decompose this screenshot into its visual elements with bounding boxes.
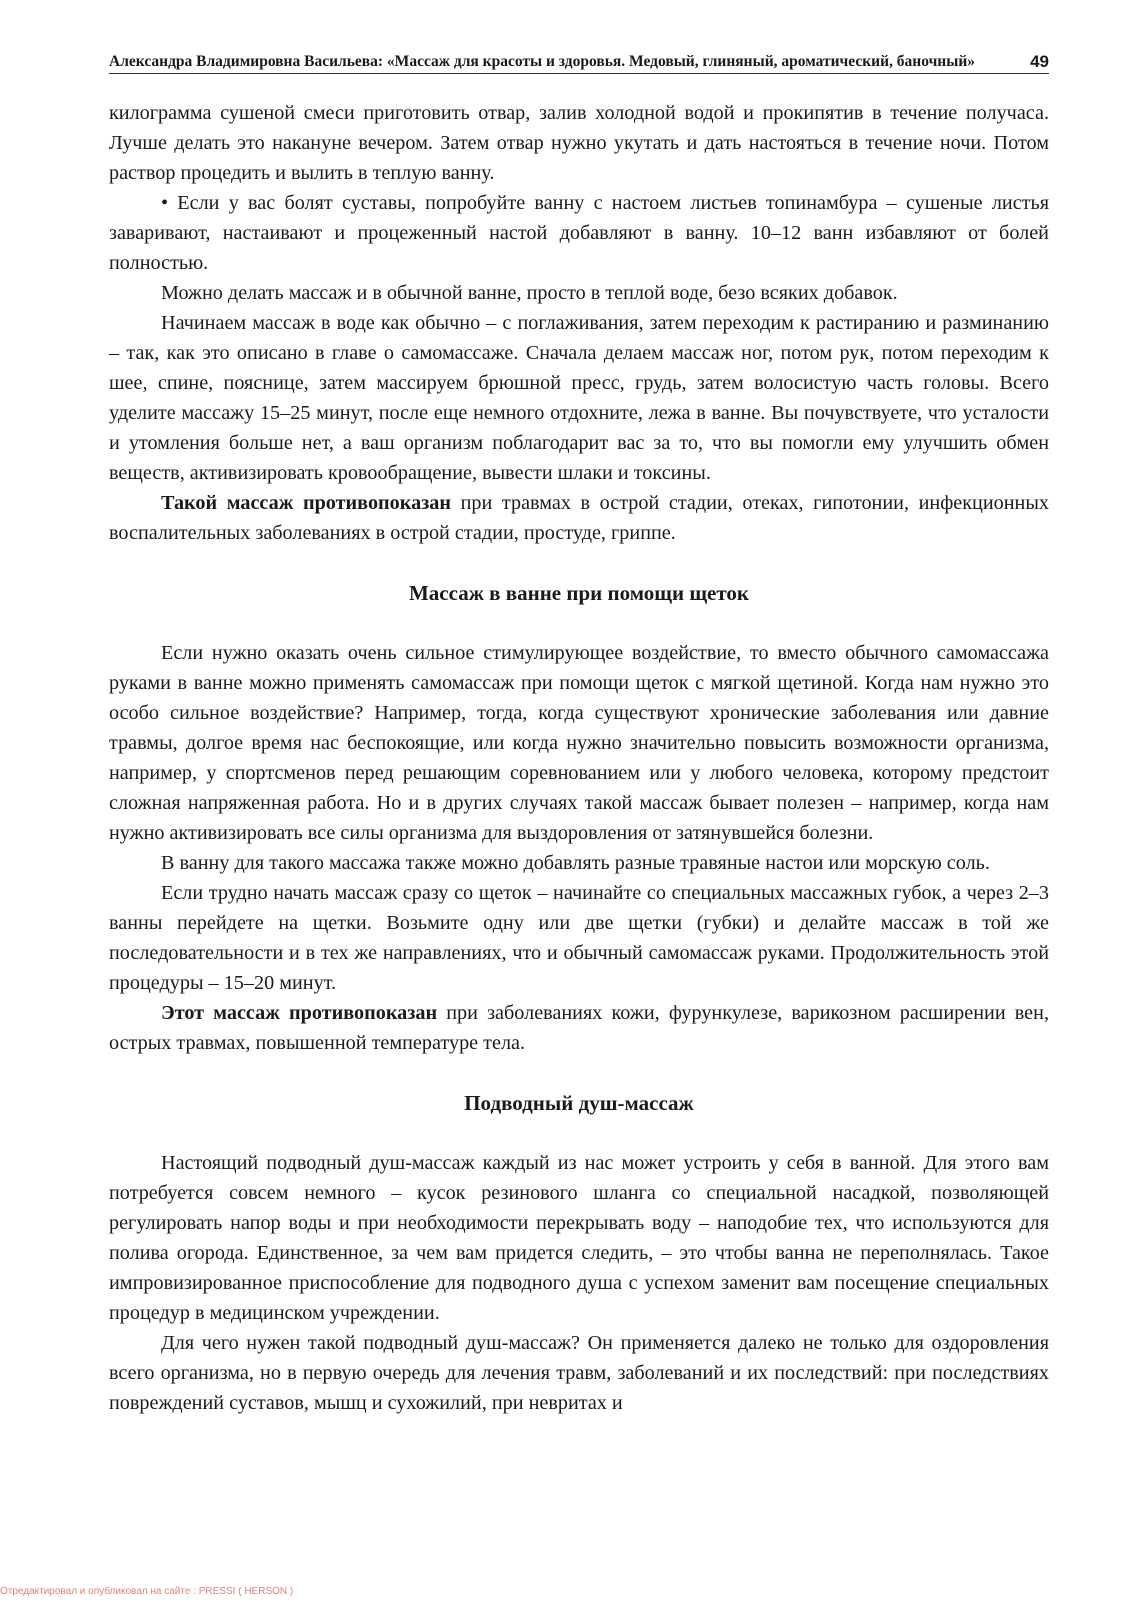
page-number: 49 [1030, 52, 1049, 71]
paragraph: В ванну для такого массажа также можно добавлять разные травяные настои или морскую соль. [161, 852, 990, 874]
paragraph: Для чего нужен такой подводный душ-массаж? Он применяется далеко не только для оздоровления всего организма, но в первую очередь для лечения травм, заболеваний и их последствий: при последствиях повреждений суставов, мышц и сухожилий, при невритах и [109, 1332, 1049, 1414]
section-heading-wrap [109, 548, 1049, 638]
paragraph: Начинаем массаж в воде как обычно – с поглаживания, затем переходим к растиранию и разминанию – так, как это описано в главе о самомассаже. Сначала делаем массаж ног, потом рук, потом переходим к шее, спине, пояснице, затем массируем брюшной пресс, грудь, затем волосистую часть головы. Всего уделите массажу 15–25 минут, после еще немного отдохните, лежа в ванне. Вы почувствуете, что усталости и утомления больше нет, а ваш организм поблагодарит вас за то, что вы помогли ему улучшить обмен веществ, активизировать кровообращение, вывести шлаки и токсины. [109, 312, 1049, 484]
contraindication-text: при травмах в острой стадии, отеках, гипотонии, инфекционных воспалительных заболеваниях в острой стадии, простуде, гриппе. [109, 492, 1050, 544]
paragraph: килограмма сушеной смеси приготовить отвар, залив холодной водой и прокипятив в течение получаса. Лучше делать это накануне вечером. Затем отвар нужно укутать и дать настояться в течение ночи. Потом раствор процедить и вылить в теплую ванну. [109, 102, 1049, 184]
section-heading-underwater-shower: Подводный душ-массаж [464, 1091, 694, 1115]
contraindication-paragraph [109, 998, 1049, 1058]
paragraph: Можно делать массаж и в обычной ванне, просто в теплой воде, безо всяких добавок. [161, 282, 898, 304]
running-header [109, 52, 1049, 74]
bullet-paragraph: • Если у вас болят суставы, попробуйте ванну с настоем листьев топинамбура – сушеные листья заваривают, настаивают и процеженный настой добавляют в ванну. 10–12 ванн избавляют от болей полностью. [109, 192, 1049, 274]
paragraph: Настоящий подводный душ-массаж каждый из нас может устроить у себя в ванной. Для этого вам потребуется совсем немного – кусок резинового шланга со специальной насадкой, позволяющей регулировать напор воды и при необходимости перекрывать воду – наподобие тех, что используются для полива огорода. Единственное, за чем вам придется следить, – это чтобы ванна не переполнялась. Такое импровизированное приспособление для подводного душа с успехом заменит вам посещение специальных процедур в медицинском учреждении. [109, 1152, 1049, 1324]
contraindication-paragraph [109, 488, 1049, 548]
footer-credit: Отредактировал и опубликовал на сайте : PRESSI ( HERSON ) [0, 1586, 294, 1597]
contraindication-text: при заболеваниях кожи, фурункулезе, варикозном расширении вен, острых травмах, повышенной температуре тела. [109, 1002, 1049, 1054]
paragraph: Если нужно оказать очень сильное стимулирующее воздействие, то вместо обычного самомассажа руками в ванне можно применять самомассаж при помощи щеток с мягкой щетиной. Когда нам нужно это особо сильное воздействие? Например, тогда, когда существуют хронические заболевания или давние травмы, долгое время нас беспокоящие, или когда нужно значительно повысить возможности организма, например, у спортсменов перед решающим соревнованием или у любого человека, которому предстоит сложная напряженная работа. Но и в других случаях такой массаж бывает полезен – например, когда нам нужно активизировать все силы организма для выздоровления от затянувшейся болезни. [109, 642, 1049, 844]
paragraph: Если трудно начать массаж сразу со щеток – начинайте со специальных массажных губок, а через 2–3 ванны перейдете на щетки. Возьмите одну или две щетки (губки) и делайте массаж в той же последовательности и в тех же направлениях, что и обычный самомассаж руками. Продолжительность этой процедуры – 15–20 минут. [109, 882, 1049, 994]
contraindication-label: Этот массаж противопоказан [161, 1002, 438, 1024]
book-title: Александра Владимировна Васильева: «Массаж для красоты и здоровья. Медовый, глиняный, ароматический, баночный» [109, 53, 976, 70]
section-heading-brush-massage: Массаж в ванне при помощи щеток [408, 581, 750, 605]
page-body [109, 98, 1049, 1418]
contraindication-label: Такой массаж противопоказан [161, 492, 452, 514]
section-heading-wrap [109, 1058, 1049, 1148]
